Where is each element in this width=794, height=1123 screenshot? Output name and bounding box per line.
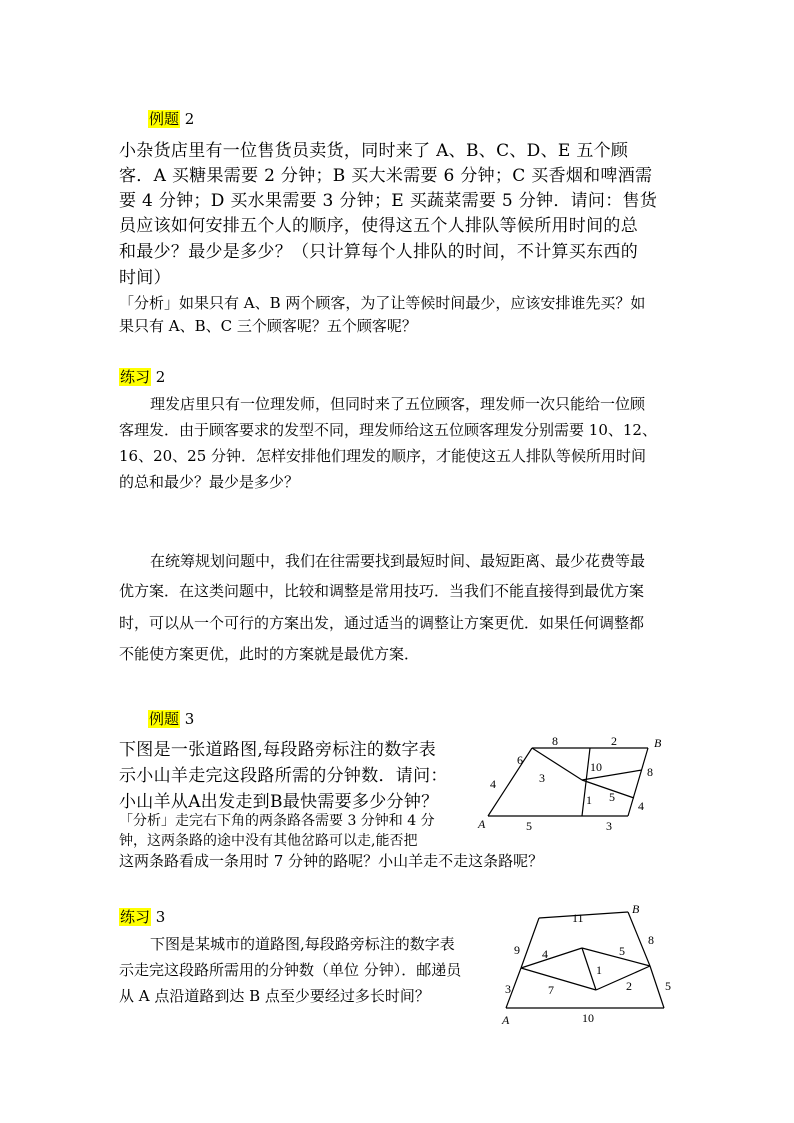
- weight-9: 9: [514, 943, 520, 957]
- example3-analysis-3: 这两条路看成一条用时 7 分钟的路呢？小山羊走不走这条路呢？: [119, 852, 544, 870]
- summary-line-2: 优方案．在这类问题中，比较和调整是常用技巧．当我们不能直接得到最优方案: [119, 582, 645, 600]
- example2-number: 2: [184, 110, 195, 128]
- weight-5-bottom: 5: [526, 819, 532, 833]
- weight-3-bottom: 3: [606, 819, 612, 833]
- road-inner-right-upper: [582, 948, 650, 966]
- example3-line-1: 下图是一张道路图,每段路旁标注的数字表: [119, 740, 437, 760]
- example2-line-4: 员应该如何安排五个人的顺序，使得这五个人排队等候所用时间的总: [119, 216, 638, 236]
- example2-line-6: 时间）: [119, 268, 171, 288]
- practice3-line-3: 从 A 点沿道路到达 B 点至少要经过多长时间？: [119, 987, 430, 1005]
- node-b-label: B: [632, 902, 640, 916]
- road-inner-diagonal: [582, 948, 596, 990]
- weight-2-top: 2: [611, 734, 617, 748]
- weight-2: 2: [626, 979, 632, 993]
- example3-line-2: 示小山羊走完这段路所需的分钟数．请问：: [119, 766, 448, 786]
- weight-4: 4: [542, 947, 548, 961]
- practice3-road-diagram: [498, 898, 688, 1028]
- weight-4-right: 4: [638, 799, 644, 813]
- weight-1: 1: [596, 963, 602, 977]
- example2-analysis-1: 「分析」如果只有 A、B 两个顾客，为了让等候时间最少，应该安排谁先买？如: [119, 294, 646, 312]
- road-inner-left-upper: [521, 948, 582, 968]
- weight-3: 3: [505, 982, 511, 996]
- example3-road-diagram: [470, 728, 680, 838]
- road-inner-right-lower: [596, 966, 650, 990]
- example3-heading: [148, 708, 194, 729]
- example3-number: 3: [184, 710, 195, 728]
- practice2-heading: [119, 366, 165, 387]
- practice3-line-1: 下图是某城市的道路图,每段路旁标注的数字表: [150, 935, 455, 953]
- road-left-upper: [521, 918, 539, 968]
- example2-label: 例题: [149, 110, 180, 128]
- example2-heading: [148, 108, 194, 129]
- weight-1: 1: [586, 793, 592, 807]
- practice2-line-1: 理发店里只有一位理发师，但同时来了五位顾客，理发师一次只能给一位顾: [150, 395, 646, 413]
- example2-line-2: 客．A 买糖果需要 2 分钟；B 买大米需要 6 分钟；C 买香烟和啤酒需: [119, 166, 653, 186]
- weight-10: 10: [590, 760, 602, 774]
- practice2-number: 2: [155, 368, 166, 386]
- practice3-number: 3: [155, 908, 166, 926]
- summary-line-1: 在统筹规划问题中，我们在往需要找到最短时间、最短距离、最少花费等最: [150, 552, 646, 570]
- node-b-label: B: [654, 736, 662, 750]
- practice3-line-2: 示走完这段路所需用的分钟数（单位 分钟）．邮递员: [119, 961, 462, 979]
- example2-line-5: 和最少？最少是多少？（只计算每个人排队的时间，不计算买东西的: [119, 242, 638, 262]
- weight-3-inner: 3: [539, 771, 545, 785]
- weight-5-right: 5: [665, 979, 671, 993]
- node-a-label: A: [478, 817, 486, 831]
- node-a-label: A: [502, 1013, 510, 1027]
- weight-6: 6: [517, 753, 523, 767]
- practice3-label: 练习: [120, 908, 151, 926]
- summary-line-4: 不能使方案更优，此时的方案就是最优方案．: [119, 645, 420, 663]
- road-right-lower: [650, 966, 664, 1008]
- example2-line-1: 小杂货店里有一位售货员卖货，同时来了 A、B、C、D、E 五个顾: [119, 141, 629, 161]
- weight-5-inner: 5: [619, 944, 625, 958]
- example3-analysis-1: 「分析」走完右下角的两条路各需要 3 分钟和 4 分: [119, 813, 435, 829]
- road-right-upper: [628, 912, 650, 966]
- weight-5-inner: 5: [609, 790, 615, 804]
- example2-analysis-2: 果只有 A、B、C 三个顾客呢？五个顾客呢？: [119, 317, 417, 335]
- summary-line-3: 时，可以从一个可行的方案出发，通过适当的调整让方案更优．如果任何调整都: [119, 614, 645, 632]
- weight-8-right: 8: [647, 765, 653, 779]
- practice2-label: 练习: [120, 368, 151, 386]
- weight-11: 11: [572, 911, 584, 925]
- practice2-line-2: 客理发．由于顾客要求的发型不同，理发师给这五位顾客理发分别需要 10、12、: [119, 421, 657, 439]
- weight-8: 8: [648, 933, 654, 947]
- example2-line-3: 要 4 分钟；D 买水果需要 3 分钟；E 买蔬菜需要 5 分钟．请问：售货: [119, 191, 658, 211]
- example3-line-3: 小山羊从A出发走到B最快需要多少分钟？: [119, 792, 439, 812]
- practice3-heading: [119, 906, 165, 927]
- road-inner-left-lower: [521, 968, 596, 990]
- practice2-line-3: 16、20、25 分钟．怎样安排他们理发的顺序，才能使这五人排队等候所用时间: [119, 447, 647, 465]
- weight-10: 10: [582, 1011, 594, 1025]
- weight-8-top: 8: [552, 734, 558, 748]
- example3-analysis-2: 钟，这两条路的途中没有其他岔路可以走,能否把: [119, 833, 418, 849]
- practice2-line-4: 的总和最少？最少是多少？: [119, 473, 300, 491]
- example3-label: 例题: [149, 710, 180, 728]
- weight-4-left: 4: [490, 777, 496, 791]
- weight-7: 7: [548, 983, 554, 997]
